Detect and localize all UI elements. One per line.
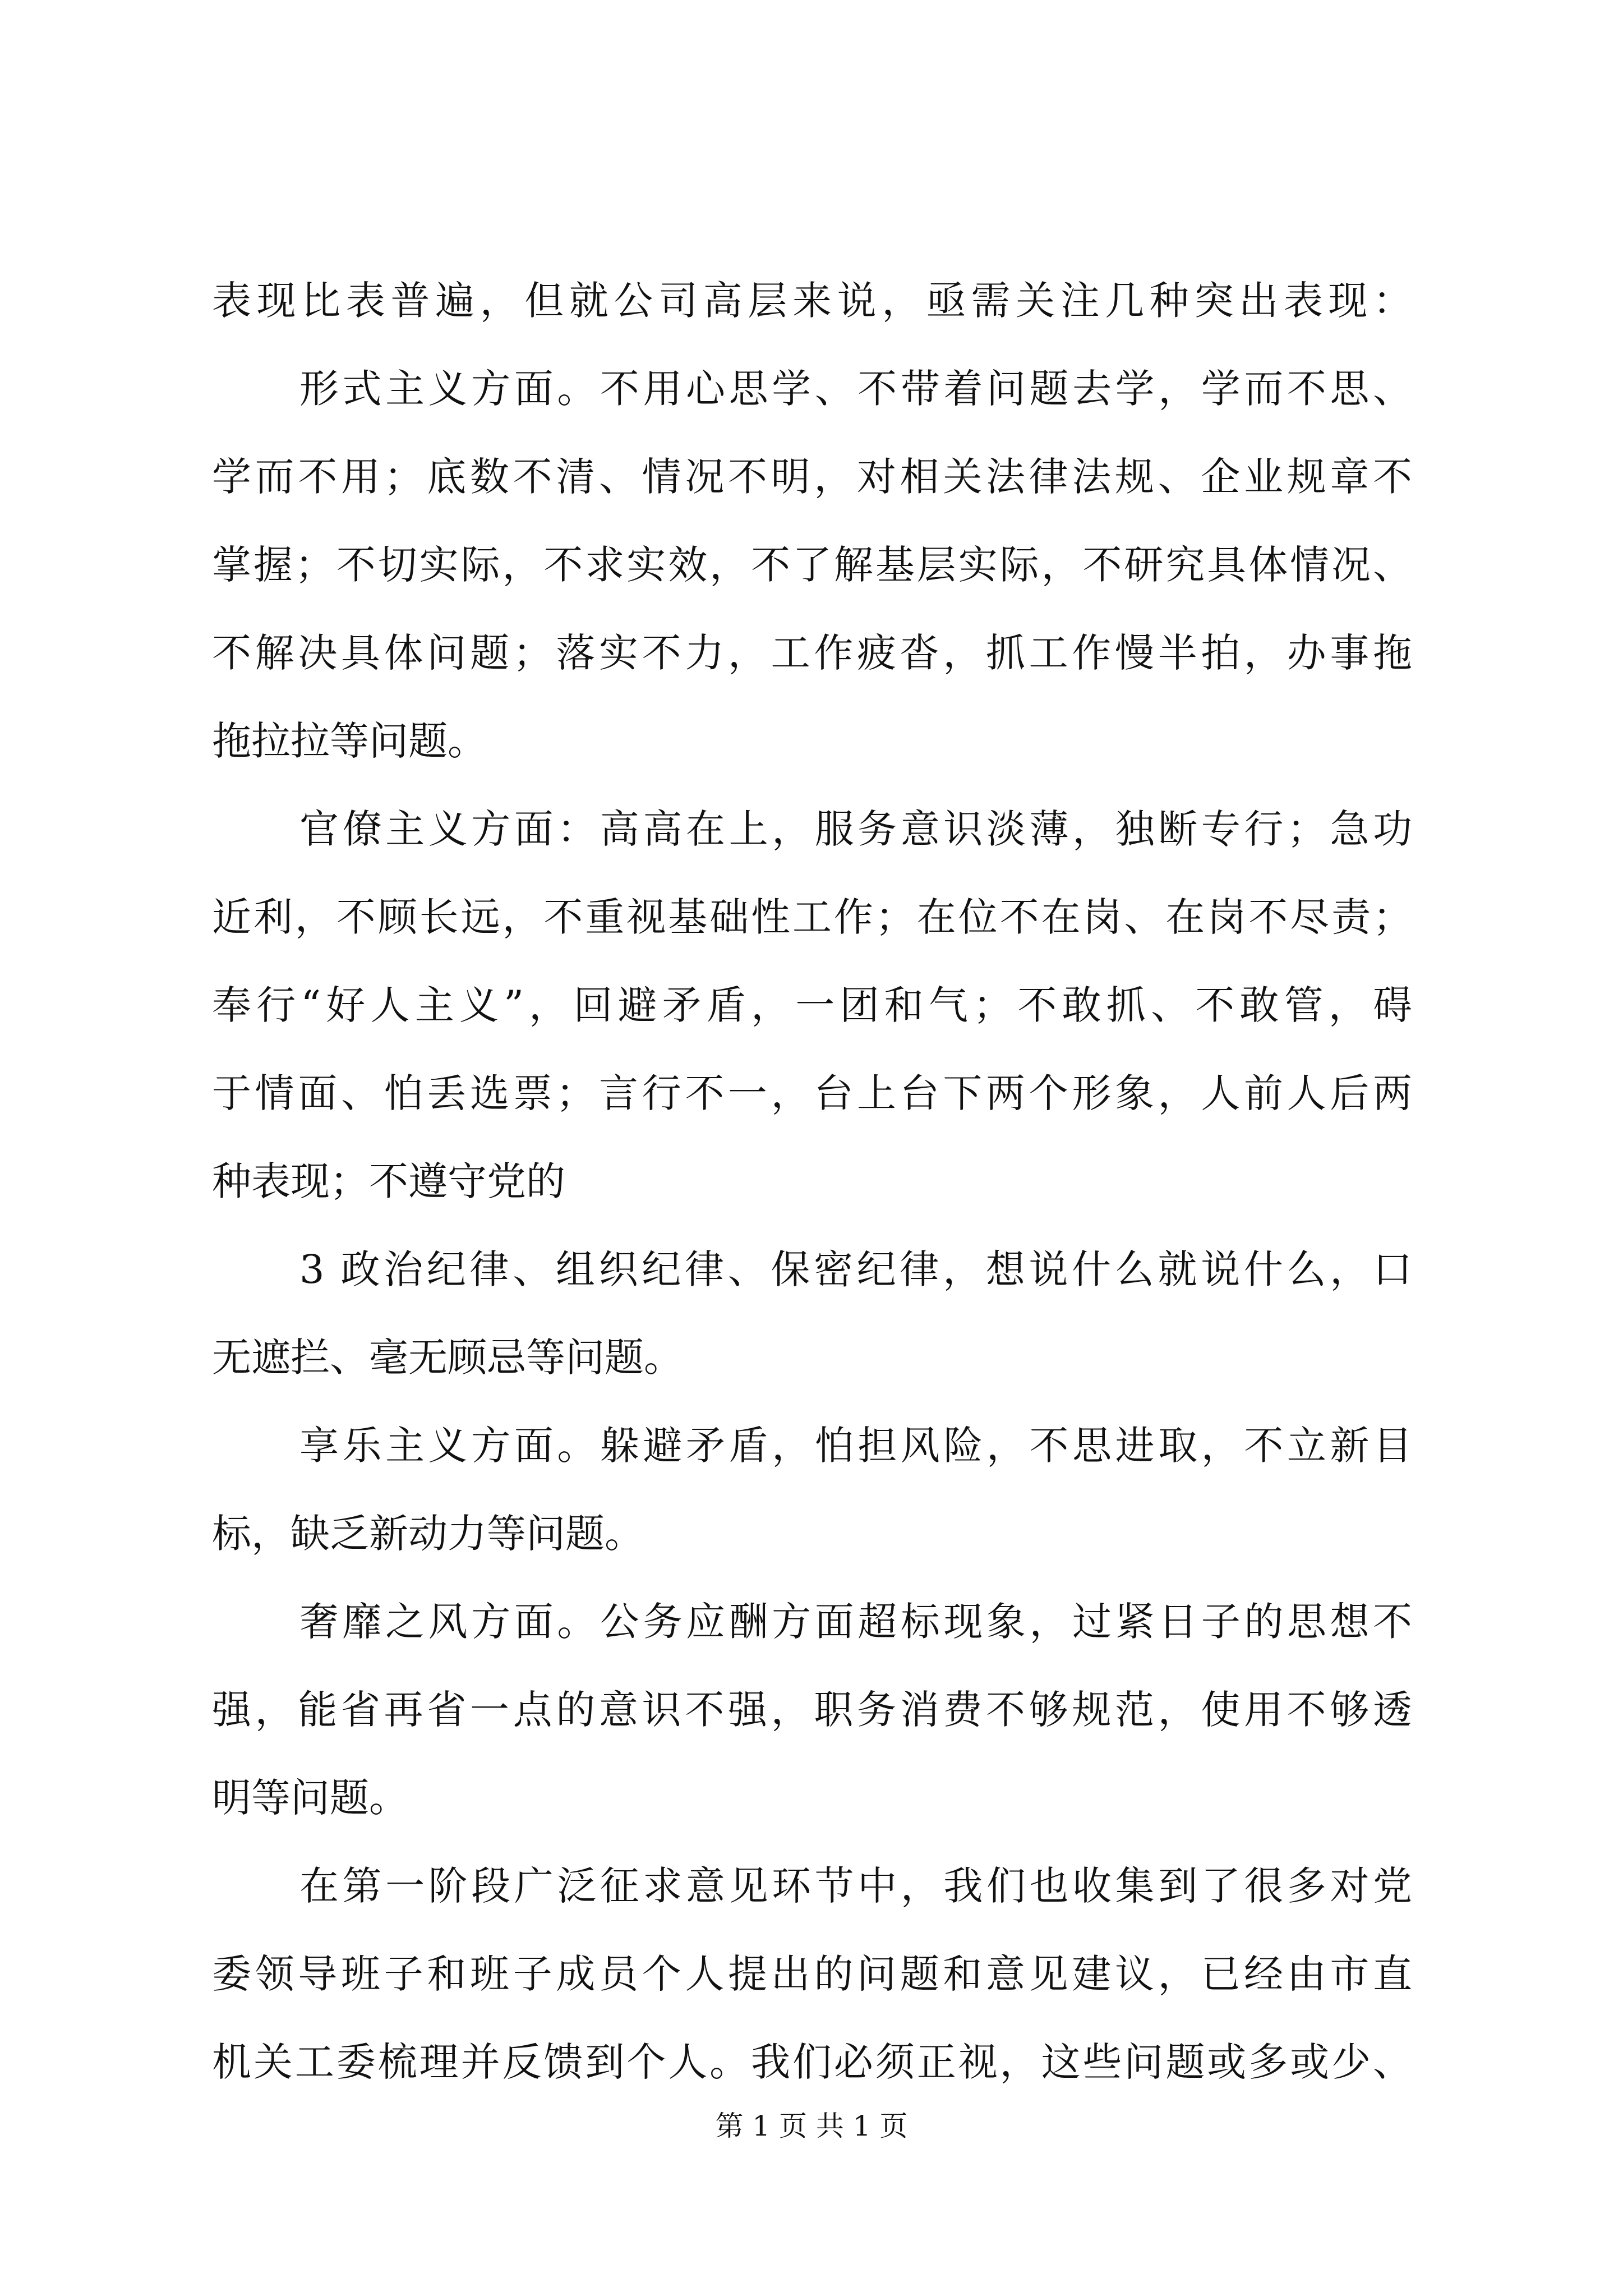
text-line: 奉行“好人主义”，回避矛盾，一团和气；不敢抓、不敢管，碍 [212,982,1412,1028]
text-line: 种表现；不遵守党的 [212,1158,565,1204]
text-line: 近利，不顾长远，不重视基础性工作；在位不在岗、在岗不尽责； [212,894,1412,940]
text-line: 奢靡之风方面。公务应酬方面超标现象，过紧日子的思想不 [299,1599,1412,1645]
text-line: 形式主义方面。不用心思学、不带着问题去学，学而不思、 [299,366,1412,412]
text-line: 无遮拦、毫无顾忌等问题。 [212,1335,683,1381]
text-line: 掌握；不切实际，不求实效，不了解基层实际，不研究具体情况、 [212,542,1412,588]
text-line: 学而不用；底数不清、情况不明，对相关法律法规、企业规章不 [212,454,1412,500]
document-body [212,257,1412,2106]
text-line: 享乐主义方面。躲避矛盾，怕担风险，不思进取，不立新目 [299,1423,1412,1469]
text-line: 强，能省再省一点的意识不强，职务消费不够规范，使用不够透 [212,1687,1412,1733]
text-line: 表现比表普遍，但就公司高层来说，亟需关注几种突出表现： [212,278,1412,324]
text-line: 机关工委梳理并反馈到个人。我们必须正视，这些问题或多或少、 [212,2039,1412,2085]
text-line: 于情面、怕丢选票；言行不一，台上台下两个形象，人前人后两 [212,1070,1412,1116]
text-line: 在第一阶段广泛征求意见环节中，我们也收集到了很多对党 [299,1863,1412,1909]
text-line: 标，缺乏新动力等问题。 [212,1511,644,1557]
page-footer: 第 1 页 共 1 页 [715,2110,908,2142]
text-line: 官僚主义方面：高高在上，服务意识淡薄，独断专行；急功 [299,806,1412,852]
text-line: 3 政治纪律、组织纪律、保密纪律，想说什么就说什么，口 [299,1246,1412,1292]
text-line: 明等问题。 [212,1775,408,1821]
text-line: 拖拉拉等问题。 [212,718,487,764]
text-line: 不解决具体问题；落实不力，工作疲沓，抓工作慢半拍，办事拖 [212,630,1412,676]
text-line: 委领导班子和班子成员个人提出的问题和意见建议，已经由市直 [212,1951,1412,1997]
